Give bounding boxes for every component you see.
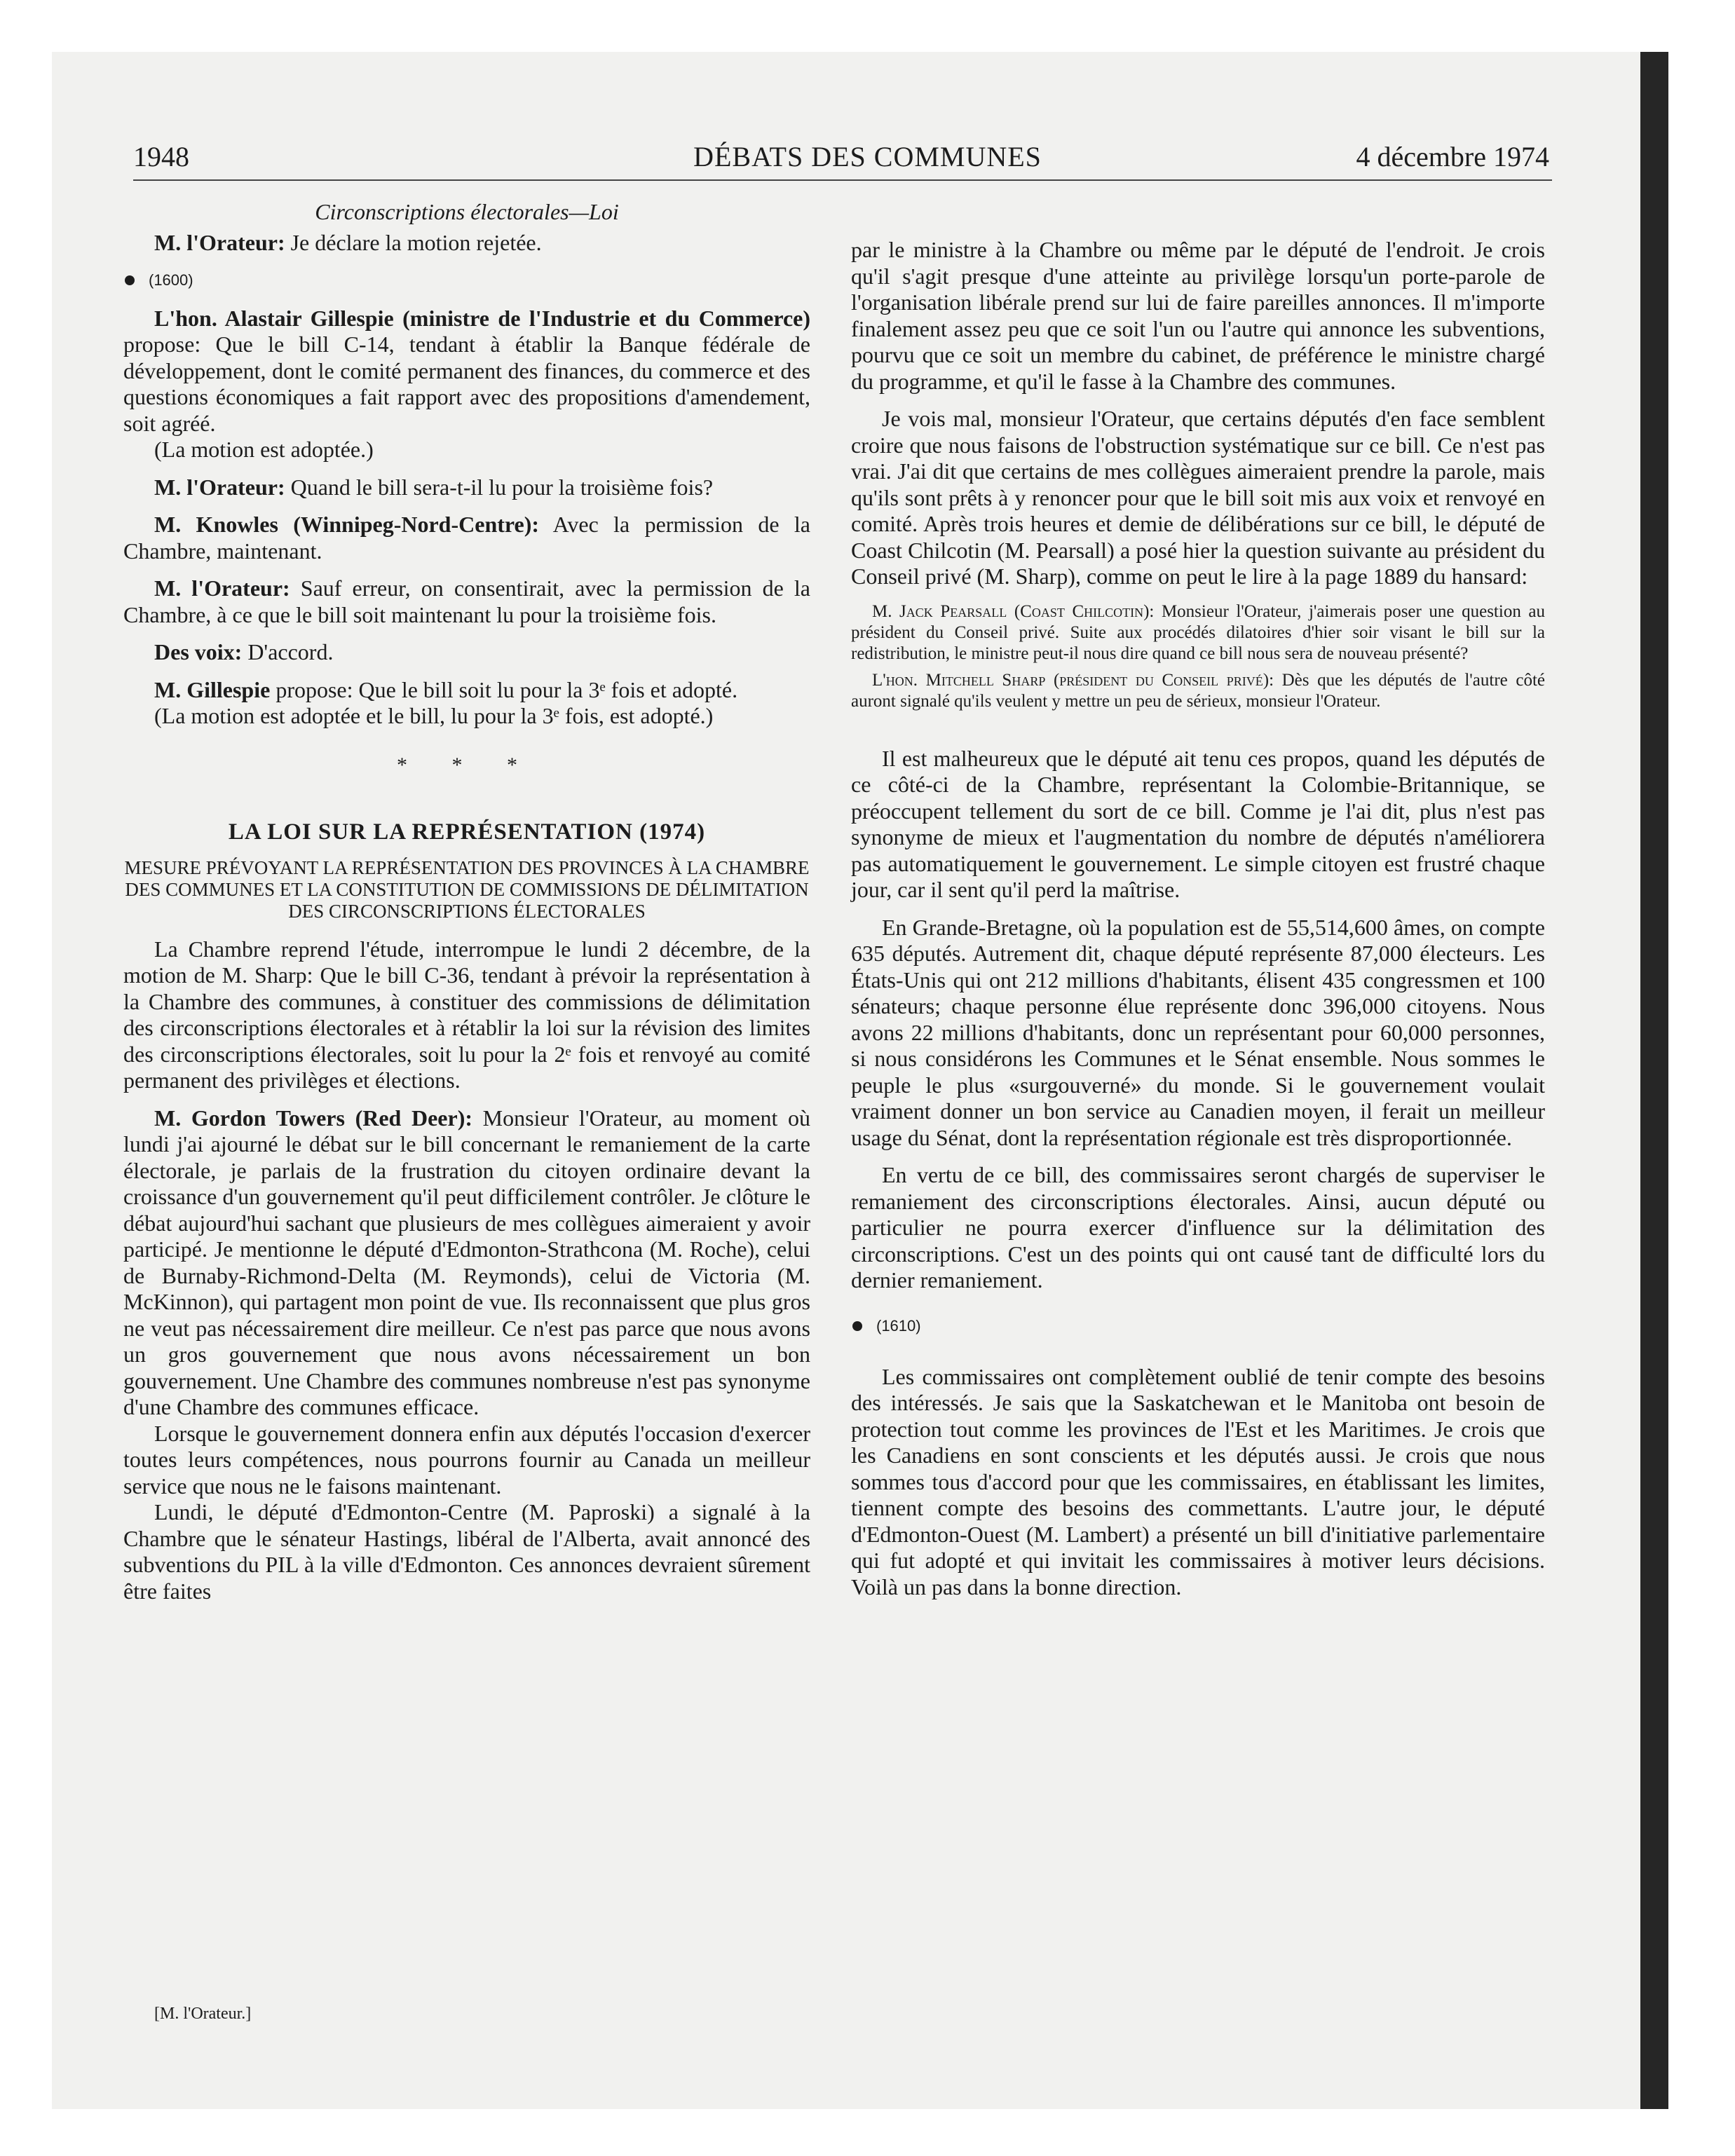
footnote: [M. l'Orateur.] <box>154 2005 252 2023</box>
quote-speaker: L'hon. Mitchell Sharp (président du Conseil privé): <box>872 670 1274 690</box>
paragraph: Les commissaires ont complètement oublié de tenir compte des besoins des intéressés. Je sais que la Saskatchewan et le Manitoba ont besoin de protection tout comme les provinces de l'Est et les Maritimes. Je crois que les Canadiens en sont conscients et les députés aussi. Je crois que nous sommes tous d'accord pour que les commissaires, en établissant les limites, tiennent compte des besoins des commettants. L'autre jour, le député d'Edmonton-Ouest (M. Lambert) a présenté un bill d'initiative parlementaire qui fut adopté et qui invitait les commissaires à motiver leurs décisions. Voilà un pas dans la bonne direction. <box>851 1363 1545 1599</box>
time-stamp: (1600) <box>149 271 193 289</box>
paragraph <box>123 1105 810 1421</box>
speaker-name: M. l'Orateur: <box>154 474 285 500</box>
paragraph <box>123 677 810 704</box>
paragraph: Je vois mal, monsieur l'Orateur, que certains députés d'en face semblent croire que nous faisons de l'obstruction systématique sur ce bill. Ce n'est pas vrai. J'ai dit que certains de mes collègues aimeraient prendre la parole, mais qu'ils sont prêts à y renoncer pour que le bill soit mis aux voix et renvoyé en comité. Après trois heures et demie de délibérations sur ce bill, le député de Coast Chilcotin (M. Pearsall) a posé hier la question suivante au président du Conseil privé (M. Sharp), comme on peut le lire à la page 1889 du hansard: <box>851 406 1545 589</box>
page-date: 4 décembre 1974 <box>1356 141 1549 172</box>
running-head: Circonscriptions électorales—Loi <box>315 199 619 224</box>
speaker-name: M. Gordon Towers (Red Deer): <box>154 1105 473 1131</box>
speech-text: Quand le bill sera-t-il lu pour la troisième fois? <box>285 474 714 500</box>
hansard-quote <box>851 601 1545 664</box>
speaker-name: M. l'Orateur: <box>154 575 290 601</box>
paragraph: (La motion est adoptée et le bill, lu pour la 3ᵉ fois, est adopté.) <box>154 703 714 728</box>
paragraph: Lorsque le gouvernement donnera enfin aux députés l'occasion d'exercer toutes leurs compétences, nous pourrons fournir au Canada un meilleur service que nous ne le faisons maintenant. <box>123 1420 810 1499</box>
paragraph <box>123 639 810 666</box>
publication-title: DÉBATS DES COMMUNES <box>693 141 1042 172</box>
paragraph <box>123 306 810 437</box>
scan-edge-shadow <box>1640 52 1668 2109</box>
speaker-name: M. Knowles (Winnipeg-Nord-Centre): <box>154 512 540 537</box>
speech-text: D'accord. <box>242 639 334 664</box>
speech-text: propose: Que le bill C-14, tendant à établir la Banque fédérale de développement, dont le comité permanent des finances, du commerce et des questions économiques a fait rapport avec des propositions d'amendement, soit agréé. <box>123 332 810 436</box>
quote-text: Monsieur l'Orateur, j'aimerais poser une question au président du Conseil privé. Suite aux procédés dilatoires d'hier soir visant le bill sur la redistribution, le ministre peut-il nous dire quand ce bill nous sera de nouveau présenté? <box>851 601 1545 663</box>
hansard-quote <box>851 670 1545 712</box>
paragraph: Il est malheureux que le député ait tenu ces propos, quand les députés de ce côté-ci de la Chambre, représentant la Colombie-Britannique, se préoccupent tellement du sort de ce bill. Comme je l'ai dit, plus n'est pas synonyme de mieux et l'augmentation du nombre de députés n'améliorera pas automatiquement le gouvernement. Le simple citoyen est frustré chaque jour, car il sent qu'il perd la maîtrise. <box>851 745 1545 902</box>
bullet-icon <box>852 1321 862 1331</box>
bullet-icon <box>125 275 135 285</box>
paragraph: La Chambre reprend l'étude, interrompue le lundi 2 décembre, de la motion de M. Sharp: Que le bill C-36, tendant à prévoir la représentation à la Chambre des communes, à constituer des commissions de délimitation des circonscriptions électorales et à rétablir la loi sur la révision des limites des circonscriptions électorales, soit lu pour la 2ᵉ fois et renvoyé au comité permanent des privilèges et élections. <box>123 936 810 1093</box>
paragraph <box>123 475 810 501</box>
speech-text: Avec la permission de la Chambre, maintenant. <box>123 512 811 564</box>
speech-text: Monsieur l'Orateur, au moment où lundi j'ai ajourné le débat sur le bill concernant le remaniement de la carte électorale, je parlais de la frustration du citoyen ordinaire devant la croissance d'un gouvernement qu'il peut difficilement contrôler. Je clôture le débat aujourd'hui sachant que plusieurs de mes collègues aimeraient y avoir participé. Je mentionne le député d'Edmonton-Strathcona (M. Roche), celui de Burnaby-Richmond-Delta (M. Reymonds), celui de Victoria (M. McKinnon), qui partagent mon point de vue. Ils reconnaissent que plus gros ne veut pas nécessairement dire meilleur. Ce n'est pas parce que nous avons un gros gouvernement que nous avons nécessairement un bon gouvernement. Une Chambre des communes nombreuse n'est pas synonyme d'une Chambre des communes efficace. <box>123 1105 811 1419</box>
paragraph: par le ministre à la Chambre ou même par le député de l'endroit. Je crois qu'il s'agit presque d'une atteinte au privilège lorsqu'un porte-parole de l'organisation libérale prend sur lui de faire pareilles annonces. Il m'importe finalement assez peu que ce soit l'un ou l'autre qui annonce les subventions, pourvu que ce soit un membre du cabinet, de préférence le ministre chargé du programme, et qu'il le fasse à la Chambre des communes. <box>851 237 1545 394</box>
time-marker <box>123 266 810 294</box>
speech-text: Je déclare la motion rejetée. <box>285 230 542 255</box>
speech-text: propose: Que le bill soit lu pour la 3ᵉ fois et adopté. <box>270 676 738 702</box>
section-separator: * * * <box>397 753 537 777</box>
section-subtitle: MESURE PRÉVOYANT LA REPRÉSENTATION DES PROVINCES À LA CHAMBRE DES COMMUNES ET LA CONSTITUTION DE COMMISSIONS DE DÉLIMITATION DES CIRCONSCRIPTIONS ÉLECTORALES <box>124 857 810 922</box>
paragraph: (La motion est adoptée.) <box>154 437 374 462</box>
paragraph <box>123 512 810 564</box>
time-marker <box>851 1312 1545 1340</box>
section-title: LA LOI SUR LA REPRÉSENTATION (1974) <box>228 819 706 845</box>
speaker-name: Des voix: <box>154 639 243 664</box>
time-stamp: (1610) <box>876 1316 921 1335</box>
page-number: 1948 <box>133 141 189 172</box>
quote-speaker: M. Jack Pearsall (Coast Chilcotin): <box>872 601 1155 621</box>
speech-text: Sauf erreur, on consentirait, avec la permission de la Chambre, à ce que le bill soit maintenant lu pour la troisième fois. <box>123 575 810 627</box>
speaker-name: L'hon. Alastair Gillespie (ministre de l'Industrie et du Commerce) <box>154 305 810 331</box>
paragraph: Lundi, le député d'Edmonton-Centre (M. Paproski) a signalé à la Chambre que le sénateur Hastings, libéral de l'Alberta, avait annoncé des subventions du PIL à la ville d'Edmonton. Ces annonces devraient sûrement être faites <box>123 1499 810 1604</box>
paragraph: En Grande-Bretagne, où la population est de 55,514,600 âmes, on compte 635 députés. Autrement dit, chaque député représente 87,000 électeurs. Les États-Unis qui ont 212 millions d'habitants, élisent 435 congressmen et 100 sénateurs; chaque personne élue représente donc 396,000 citoyens. Nous avons 22 millions d'habitants, donc un représentant pour 60,000 personnes, si nous considérons les Communes et le Sénat ensemble. Nous sommes le peuple le plus «surgouverné» du monde. Si le gouvernement voulait vraiment donner un bon service au Canadien moyen, il ferait un meilleur usage du Sénat, dont la représentation régionale est très disproportionnée. <box>851 914 1545 1150</box>
paragraph <box>123 230 810 257</box>
header-rule <box>133 179 1552 181</box>
speaker-name: M. Gillespie <box>154 676 271 702</box>
left-column <box>123 198 810 1604</box>
quote-text: Dès que les députés de l'autre côté auront signalé qu'ils veulent y mettre un peu de sérieux, monsieur l'Orateur. <box>851 670 1545 711</box>
paragraph: En vertu de ce bill, des commissaires seront chargés de superviser le remaniement des circonscriptions électorales. Ainsi, aucun député ou particulier ne pourra exercer d'influence sur la délimitation des circonscriptions. C'est un des points qui ont causé tant de difficulté lors du dernier remaniement. <box>851 1162 1545 1292</box>
paragraph <box>123 575 810 628</box>
right-column <box>851 237 1545 1600</box>
speaker-name: M. l'Orateur: <box>154 230 285 255</box>
